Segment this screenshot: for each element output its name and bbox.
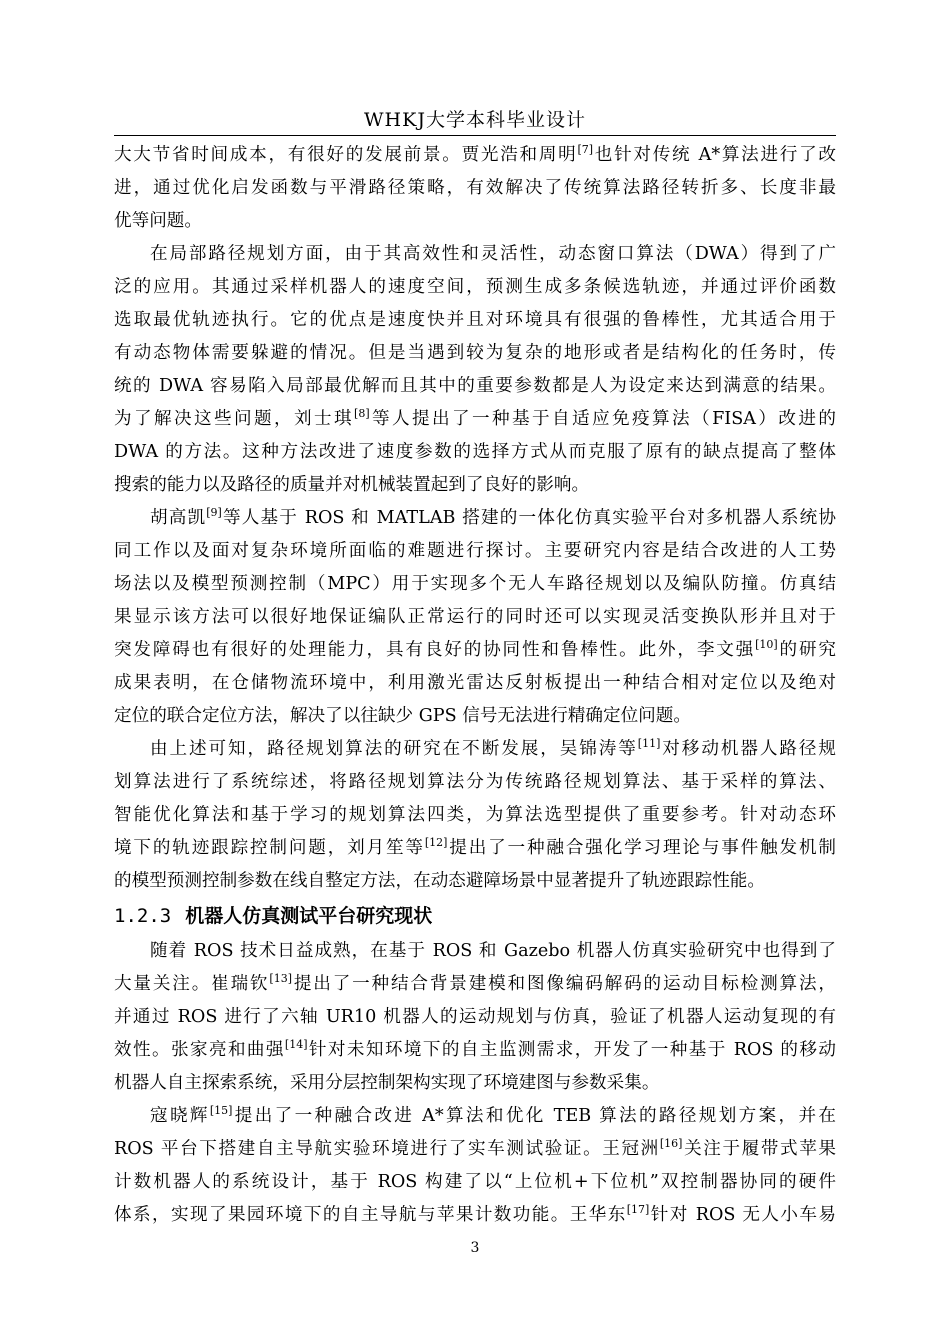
text-line: 搜索的能力以及路径的质量并对机械装置起到了良好的影响。 [114,475,590,495]
text-line: ROS 平台下搭建自主导航实验环境进行了实车测试验证。王冠洲[16]关注于履带式苹果 [114,1137,836,1159]
text-line: 寇晓辉[15]提出了一种融合改进 A*算法和优化 TEB 算法的路径规划方案，并在 [150,1104,836,1126]
text-line: 场法以及模型预测控制（MPC）用于实现多个无人车路径规划以及编队防撞。仿真结 [114,574,836,594]
text-line: 果显示该方法可以很好地保证编队正常运行的同时还可以实现灵活变换队形并且对于 [114,607,836,627]
text-line: 统的 DWA 容易陷入局部最优解而且其中的重要参数都是人为设定来达到满意的结果。 [114,376,836,396]
text-line: 胡高凯[9]等人基于 ROS 和 MATLAB 搭建的一体化仿真实验平台对多机器人系统协 [150,506,836,528]
text-line: DWA 的方法。这种方法改进了速度参数的选择方式从而克服了原有的缺点提高了整体 [114,442,836,462]
page-number: 3 [470,1240,480,1256]
citation: [8] [354,407,370,420]
text-line: 境下的轨迹跟踪控制问题，刘月笙等[12]提出了一种融合强化学习理论与事件触发机制 [114,836,836,858]
text-line: 计数机器人的系统设计，基于 ROS 构建了以“上位机+下位机”双控制器协同的硬件 [114,1172,836,1192]
text-line: 机器人自主探索系统，采用分层控制架构实现了环境建图与参数采集。 [114,1073,660,1093]
text-line: 为了解决这些问题，刘士琪[8]等人提出了一种基于自适应免疫算法（FISA）改进的 [114,407,836,429]
text-line: 智能优化算法和基于学习的规划算法四类，为算法选型提供了重要参考。针对动态环 [114,805,836,825]
text-line: 效性。张家亮和曲强[14]针对未知环境下的自主监测需求，开发了一种基于 ROS 的移动 [114,1038,836,1060]
section-heading [114,898,836,935]
text-line: 泛的应用。其通过采样机器人的速度空间，预测生成多条候选轨迹，并通过评价函数 [114,277,836,297]
text-line: 并通过 ROS 进行了六轴 UR10 机器人的运动规划与仿真，验证了机器人运动复现的有 [114,1007,836,1027]
section-number: 1.2.3 [114,905,172,927]
section-title: 机器人仿真测试平台研究现状 [185,905,433,927]
text-line: 优等问题。 [114,211,202,231]
citation: [12] [424,836,448,849]
text-line: 进，通过优化启发函数与平滑路径策略，有效解决了传统算法路径转折多、长度非最 [114,178,836,198]
text-line: 同工作以及面对复杂环境所面临的难题进行探讨。主要研究内容是结合改进的人工势 [114,541,836,561]
text-line: 成果表明，在仓储物流环境中，利用激光雷达反射板提出一种结合相对定位以及绝对 [114,673,836,693]
text-line: 突发障碍也有很好的处理能力，具有良好的协同性和鲁棒性。此外，李文强[10]的研究 [114,638,836,660]
document-body [114,139,836,1232]
text-line: 在局部路径规划方面，由于其高效性和灵活性，动态窗口算法（DWA）得到了广 [150,244,836,264]
text-line: 随着 ROS 技术日益成熟，在基于 ROS 和 Gazebo 机器人仿真实验研究中也得到了 [150,941,836,961]
citation: [14] [284,1038,308,1051]
citation: [7] [577,143,594,156]
page-header: WHKJ大学本科毕业设计 [364,109,586,131]
citation: [15] [209,1104,233,1117]
text-line: 有动态物体需要躲避的情况。但是当遇到较为复杂的地形或者是结构化的任务时，传 [114,343,836,363]
text-line: 大大节省时间成本，有很好的发展前景。贾光浩和周明[7]也针对传统 A*算法进行了改 [114,143,836,165]
citation: [10] [755,638,778,651]
text-line: 体系，实现了果园环境下的自主导航与苹果计数功能。王华东[17]针对 ROS 无人小车易 [114,1203,836,1225]
text-line: 选取最优轨迹执行。它的优点是速度快并且对环境具有很强的鲁棒性，尤其适合用于 [114,310,836,330]
text-line: 大量关注。崔瑞钦[13]提出了一种结合背景建模和图像编码解码的运动目标检测算法， [114,972,836,994]
text-line: 由上述可知，路径规划算法的研究在不断发展，吴锦涛等[11]对移动机器人路径规 [150,737,836,759]
citation: [17] [626,1203,650,1216]
citation: [16] [659,1137,683,1150]
text-line: 定位的联合定位方法，解决了以往缺少 GPS 信号无法进行精确定位问题。 [114,706,691,726]
citation: [9] [206,506,222,519]
text-line: 划算法进行了系统综述，将路径规划算法分为传统路径规划算法、基于采样的算法、 [114,772,836,792]
text-line: 的模型预测控制参数在线自整定方法，在动态避障场景中显著提升了轨迹跟踪性能。 [114,871,765,891]
header-divider [114,135,836,136]
citation: [11] [637,737,661,750]
citation: [13] [269,972,293,985]
